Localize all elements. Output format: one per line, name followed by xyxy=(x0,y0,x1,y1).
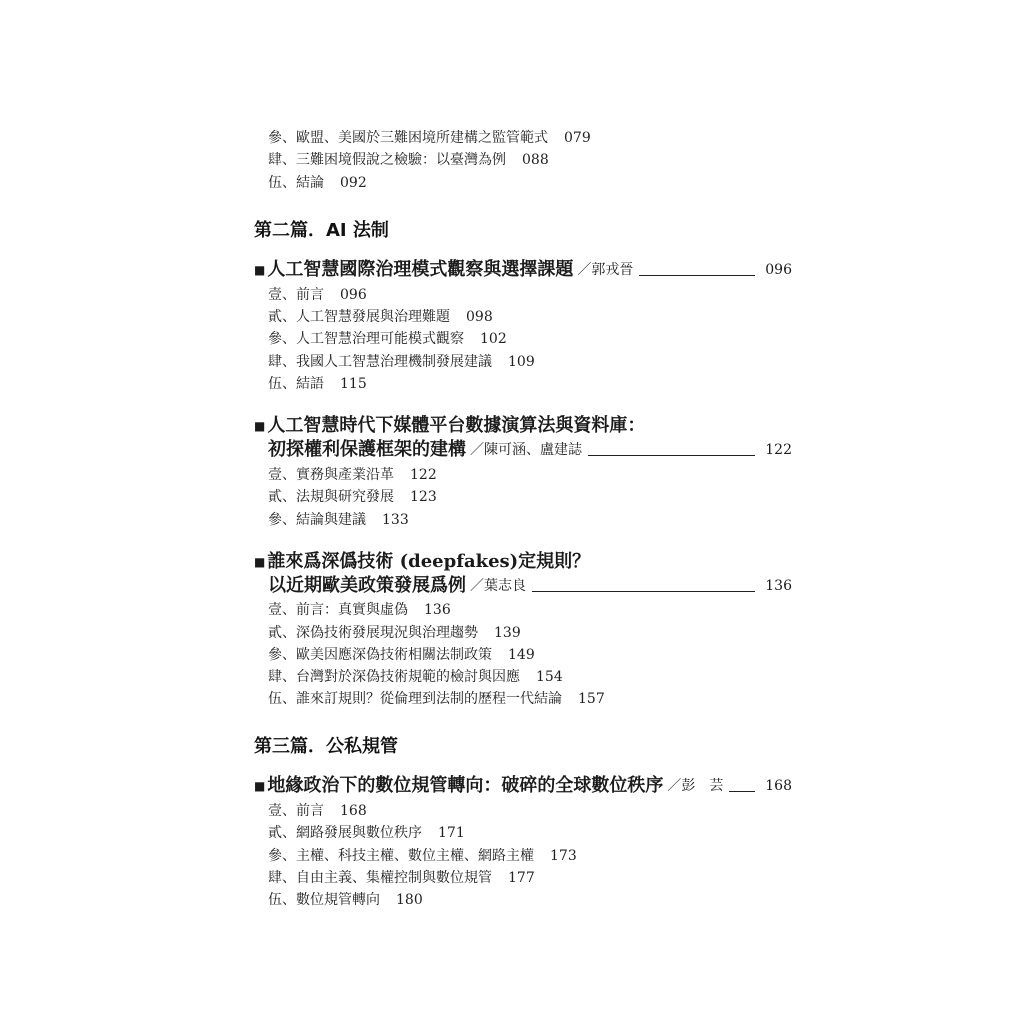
toc-entry-label: 壹、實務與產業沿革 xyxy=(268,467,394,483)
chapter-title: 人工智慧國際治理模式觀察與選擇課題 xyxy=(267,259,574,280)
toc-entry[interactable] xyxy=(268,150,549,170)
part-heading: 第二篇．AI 法制 xyxy=(254,220,389,241)
toc-entry-page: 109 xyxy=(508,354,535,370)
chapter-author: ／陳可涵、盧建誌 xyxy=(470,442,582,458)
chapter-page: 096 xyxy=(765,262,792,278)
toc-entry-page: 173 xyxy=(550,848,577,864)
toc-entry[interactable] xyxy=(268,487,437,507)
toc-entry-label: 壹、前言 xyxy=(268,287,324,303)
chapter-title-line[interactable] xyxy=(254,436,792,462)
chapter-title-line[interactable] xyxy=(254,548,792,574)
toc-entry-label: 伍、結論 xyxy=(268,175,324,191)
bullet-icon: ■ xyxy=(254,263,266,277)
toc-entry-page: 157 xyxy=(578,691,605,707)
chapter-title-line[interactable] xyxy=(254,412,792,438)
chapter-title-line[interactable] xyxy=(254,772,792,798)
toc-entry-label: 貳、法規與研究發展 xyxy=(268,489,394,505)
toc-entry[interactable] xyxy=(268,667,563,687)
toc-entry-page: 171 xyxy=(438,825,465,841)
toc-entry-page: 079 xyxy=(564,130,591,146)
toc-entry[interactable] xyxy=(268,465,437,485)
toc-entry[interactable] xyxy=(268,600,451,620)
chapter-title: 誰來爲深僞技術 (deepfakes)定規則？ xyxy=(267,551,591,572)
toc-entry-page: 098 xyxy=(466,309,493,325)
toc-entry-label: 肆、台灣對於深偽技術規範的檢討與因應 xyxy=(268,669,520,685)
toc-entry[interactable] xyxy=(268,510,409,530)
toc-entry[interactable] xyxy=(268,285,367,305)
bullet-icon: ■ xyxy=(254,779,266,793)
toc-entry-page: 122 xyxy=(410,467,437,483)
toc-entry-label: 壹、前言：真實與虛偽 xyxy=(268,602,408,618)
chapter-author: ／葉志良 xyxy=(470,578,526,594)
toc-entry-page: 102 xyxy=(480,331,507,347)
toc-entry[interactable] xyxy=(268,374,367,394)
toc-entry[interactable] xyxy=(268,890,423,910)
toc-entry[interactable] xyxy=(268,868,535,888)
toc-entry-label: 貳、人工智慧發展與治理難題 xyxy=(268,309,450,325)
toc-entry-page: 139 xyxy=(494,625,521,641)
chapter-title: 地緣政治下的數位規管轉向：破碎的全球數位秩序 xyxy=(267,775,664,796)
toc-entry-label: 參、歐美因應深偽技術相關法制政策 xyxy=(268,647,492,663)
toc-entry-label: 伍、結語 xyxy=(268,376,324,392)
toc-entry-page: 136 xyxy=(424,602,451,618)
toc-entry-page: 154 xyxy=(536,669,563,685)
toc-entry-page: 149 xyxy=(508,647,535,663)
toc-entry-label: 參、人工智慧治理可能模式觀察 xyxy=(268,331,464,347)
toc-entry[interactable] xyxy=(268,623,521,643)
toc-entry-label: 參、主權、科技主權、數位主權、網路主權 xyxy=(268,848,534,864)
toc-entry[interactable] xyxy=(268,173,367,193)
chapter-author: ／郭戎晉 xyxy=(577,262,634,278)
toc-entry[interactable] xyxy=(268,329,507,349)
dot-leader xyxy=(532,590,755,592)
toc-entry[interactable] xyxy=(268,128,591,148)
chapter-title-line[interactable] xyxy=(254,256,792,282)
toc-entry[interactable] xyxy=(268,823,465,843)
chapter-title: 人工智慧時代下媒體平台數據演算法與資料庫： xyxy=(267,415,646,436)
bullet-icon: ■ xyxy=(254,555,266,569)
toc-entry-page: 115 xyxy=(340,376,367,392)
toc-entry-page: 133 xyxy=(382,512,409,528)
toc-entry[interactable] xyxy=(268,645,535,665)
toc-entry[interactable] xyxy=(268,801,367,821)
toc-entry-label: 貳、網路發展與數位秩序 xyxy=(268,825,422,841)
toc-entry-label: 肆、我國人工智慧治理機制發展建議 xyxy=(268,354,492,370)
dot-leader xyxy=(639,274,755,276)
toc-entry-page: 123 xyxy=(410,489,437,505)
toc-entry-page: 096 xyxy=(340,287,367,303)
chapter-title-line[interactable] xyxy=(254,572,792,598)
part-heading: 第三篇．公私規管 xyxy=(254,736,398,757)
dot-leader xyxy=(729,790,755,792)
chapter-title: 初探權利保護框架的建構 xyxy=(268,439,466,460)
toc-entry[interactable] xyxy=(268,689,605,709)
toc-entry-page: 168 xyxy=(340,803,367,819)
toc-entry-label: 壹、前言 xyxy=(268,803,324,819)
toc-entry-label: 肆、三難困境假說之檢驗：以臺灣為例 xyxy=(268,152,506,168)
chapter-page: 136 xyxy=(765,578,792,594)
toc-entry[interactable] xyxy=(268,307,493,327)
toc-entry[interactable] xyxy=(268,352,535,372)
chapter-page: 168 xyxy=(765,778,792,794)
bullet-icon: ■ xyxy=(254,419,266,433)
toc-entry-label: 參、歐盟、美國於三難困境所建構之監管範式 xyxy=(268,130,548,146)
toc-entry-label: 伍、誰來訂規則？從倫理到法制的歷程一代結論 xyxy=(268,691,562,707)
chapter-title: 以近期歐美政策發展爲例 xyxy=(268,575,466,596)
toc-entry-label: 肆、自由主義、集權控制與數位規管 xyxy=(268,870,492,886)
toc-entry-page: 177 xyxy=(508,870,535,886)
toc-entry-page: 088 xyxy=(522,152,549,168)
dot-leader xyxy=(588,454,755,456)
toc-entry-label: 貳、深偽技術發展現況與治理趨勢 xyxy=(268,625,478,641)
toc-entry-page: 180 xyxy=(396,892,423,908)
chapter-page: 122 xyxy=(765,442,792,458)
toc-entry-label: 伍、數位規管轉向 xyxy=(268,892,380,908)
toc-entry[interactable] xyxy=(268,846,577,866)
toc-entry-page: 092 xyxy=(340,175,367,191)
toc-entry-label: 參、結論與建議 xyxy=(268,512,366,528)
chapter-author: ／彭 芸 xyxy=(667,778,724,794)
